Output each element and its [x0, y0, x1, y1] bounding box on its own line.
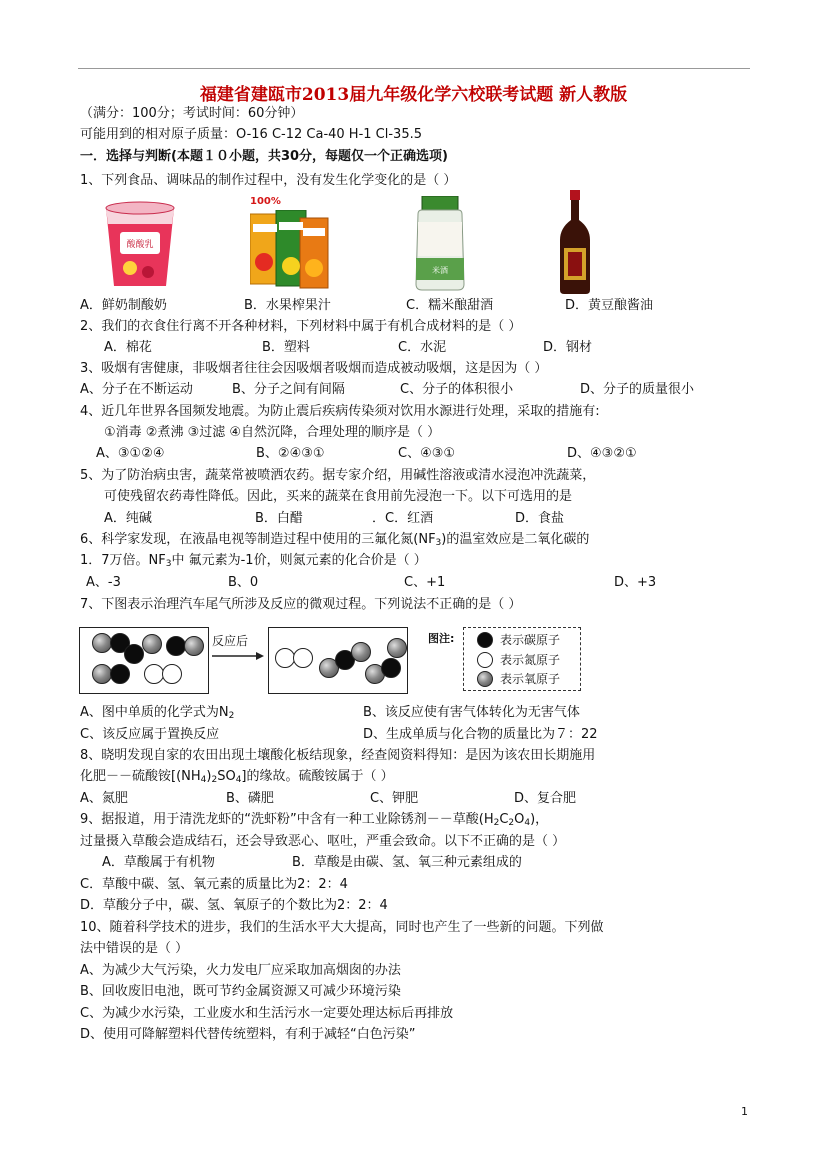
before-reaction-box: [79, 627, 209, 694]
q3-option-d: D、分子的质量很小: [580, 382, 695, 397]
q10-option-d: D、使用可降解塑料代替传统塑料，有利于减轻“白色污染”: [80, 1027, 416, 1042]
yogurt-image: [100, 200, 180, 290]
legend-carbon: 表示碳原子: [500, 633, 561, 647]
q6-line2: 1．7万倍。$NF_3$中 氟元素为-1价，则氮元素的化合价是（ ）: [80, 553, 427, 569]
q7-option-a: A、图中单质的化学式为$N_2$: [80, 705, 235, 721]
q2-stem: 2、我们的衣食住行离不开各种材料，下列材料中属于有机合成材料的是（ ）: [80, 319, 522, 334]
q3-option-b: B、分子之间有间隔: [232, 382, 345, 397]
page-title: 福建省建瓯市2013届九年级化学六校联考试题 新人教版: [199, 85, 628, 105]
q6-option-b: B、0: [228, 575, 259, 590]
q3-option-c: C、分子的体积很小: [400, 382, 514, 397]
q8-line2: 化肥－－硫酸铵$[(NH_4)_2SO_4]$的缘故。硫酸铵属于（ ）: [80, 769, 394, 785]
svg-text:酸酸乳: 酸酸乳: [126, 240, 154, 250]
q5-line2: 可使残留农药毒性降低。因此，买来的蔬菜在食用前先浸泡一下。以下可选用的是: [104, 489, 573, 504]
q5-stem: 5、为了防治病虫害，蔬菜常被喷洒农药。据专家介绍，用碱性溶液或清水浸泡冲洗蔬菜，: [80, 468, 596, 483]
q1-option-a: A．鲜奶制酸奶: [80, 298, 167, 313]
page-number: 1: [741, 1105, 748, 1118]
q1-option-c: C．糯米酿甜酒: [406, 298, 494, 313]
atomic-mass-line: 可能用到的相对原子质量：O-16 C-12 Ca-40 H-1 Cl-35.5: [80, 127, 423, 142]
q6-stem: 6、科学家发现，在液晶电视等制造过程中使用的三氟化氮$(NF_3)$的温室效应是二氧化碳的: [80, 532, 590, 548]
q2-option-c: C．水泥: [398, 340, 447, 355]
q10-line2: 法中错误的是（ ）: [80, 941, 189, 956]
q2-option-a: A．棉花: [104, 340, 152, 355]
q5-option-b: B．白醋: [255, 511, 303, 526]
q10-stem: 10、随着科学技术的进步，我们的生活水平大大提高，同时也产生了一些新的问题。下列做: [80, 920, 604, 935]
q8-option-d: D、复合肥: [514, 791, 577, 806]
q8-option-a: A、氮肥: [80, 791, 128, 806]
juice-brand-label: 100%: [250, 196, 281, 207]
q1-stem: 1、下列食品、调味品的制作过程中，没有发生化学变化的是（ ）: [80, 173, 457, 188]
q10-option-a: A、为减少大气污染，火力发电厂应采取加高烟囱的办法: [80, 963, 401, 978]
q10-option-c: C、为减少水污染，工业废水和生活污水一定要处理达标后再排放: [80, 1006, 454, 1021]
after-reaction-box: [268, 627, 408, 694]
q4-option-d: D、④③②①: [567, 446, 637, 461]
svg-text:米酒: 米酒: [432, 266, 448, 275]
q7-stem: 7、下图表示治理汽车尾气所涉及反应的微观过程。下列说法不正确的是（ ）: [80, 597, 522, 612]
legend-title: 图注:: [428, 632, 455, 645]
juice-image: [250, 210, 330, 290]
q6-option-d: D、+3: [614, 575, 657, 590]
q7-option-b: B、该反应使有害气体转化为无害气体: [363, 705, 580, 720]
header-rule: [78, 68, 750, 69]
legend-nitrogen: 表示氮原子: [500, 653, 561, 667]
q6-option-a: A、-3: [86, 575, 121, 590]
soy-sauce-image: [558, 190, 592, 294]
q4-option-a: A、③①②④: [96, 446, 165, 461]
q5-option-c: ．C．红酒: [372, 511, 434, 526]
q1-option-b: B．水果榨果汁: [244, 298, 331, 313]
q9-option-d: D．草酸分子中，碳、氢、氧原子的个数比为2：2：4: [80, 898, 388, 913]
q2-option-d: D．钢材: [543, 340, 593, 355]
carbon-atom-icon: [477, 632, 493, 648]
section-heading: 一．选择与判断(本题１０小题，共30分，每题仅一个正确选项): [80, 149, 448, 164]
exam-info: （满分：100分；考试时间：60分钟）: [80, 106, 304, 121]
q4-option-b: B、②④③①: [256, 446, 325, 461]
q5-option-d: D．食盐: [515, 511, 565, 526]
q7-option-d: D、生成单质与化合物的质量比为７：22: [363, 727, 598, 742]
nitrogen-atom-icon: [477, 652, 493, 668]
q9-option-a: A．草酸属于有机物: [102, 855, 215, 870]
reaction-arrow: [212, 633, 262, 655]
arrow-label: 反应后: [212, 634, 249, 648]
arrow-icon: [212, 651, 264, 661]
q1-option-d: D．黄豆酿酱油: [565, 298, 654, 313]
q9-line2: 过量摄入草酸会造成结石，还会导致恶心、呕吐，严重会致命。以下不正确的是（ ）: [80, 834, 566, 849]
q8-option-c: C、钾肥: [370, 791, 419, 806]
q3-option-a: A、分子在不断运动: [80, 382, 193, 397]
q6-option-c: C、+1: [404, 575, 446, 590]
q5-option-a: A．纯碱: [104, 511, 152, 526]
q3-stem: 3、吸烟有害健康，非吸烟者往往会因吸烟者吸烟而造成被动吸烟，这是因为（ ）: [80, 361, 548, 376]
q4-line2: ①消毒 ②煮沸 ③过滤 ④自然沉降，合理处理的顺序是（ ）: [104, 425, 441, 440]
q2-option-b: B．塑料: [262, 340, 310, 355]
q10-option-b: B、回收废旧电池，既可节约金属资源又可减少环境污染: [80, 984, 401, 999]
q4-option-c: C、④③①: [398, 446, 456, 461]
q7-option-c: C、该反应属于置换反应: [80, 727, 220, 742]
q9-stem: 9、据报道，用于清洗龙虾的“洗虾粉”中含有一种工业除锈剂－－草酸$(H_2C_2O_4)$，: [80, 812, 549, 828]
legend-oxygen: 表示氧原子: [500, 672, 561, 686]
q4-stem: 4、近几年世界各国频发地震。为防止震后疾病传染须对饮用水源进行处理，采取的措施有:: [80, 404, 600, 419]
q8-option-b: B、磷肥: [226, 791, 274, 806]
q9-option-b: B．草酸是由碳、氢、氧三种元素组成的: [292, 855, 522, 870]
q8-stem: 8、晓明发现自家的农田出现土壤酸化板结现象，经查阅资料得知：是因为该农田长期施用: [80, 748, 596, 763]
q9-option-c: C．草酸中碳、氢、氧元素的质量比为2：2：4: [80, 877, 348, 892]
rice-wine-image: [412, 196, 468, 292]
oxygen-atom-icon: [477, 671, 493, 687]
